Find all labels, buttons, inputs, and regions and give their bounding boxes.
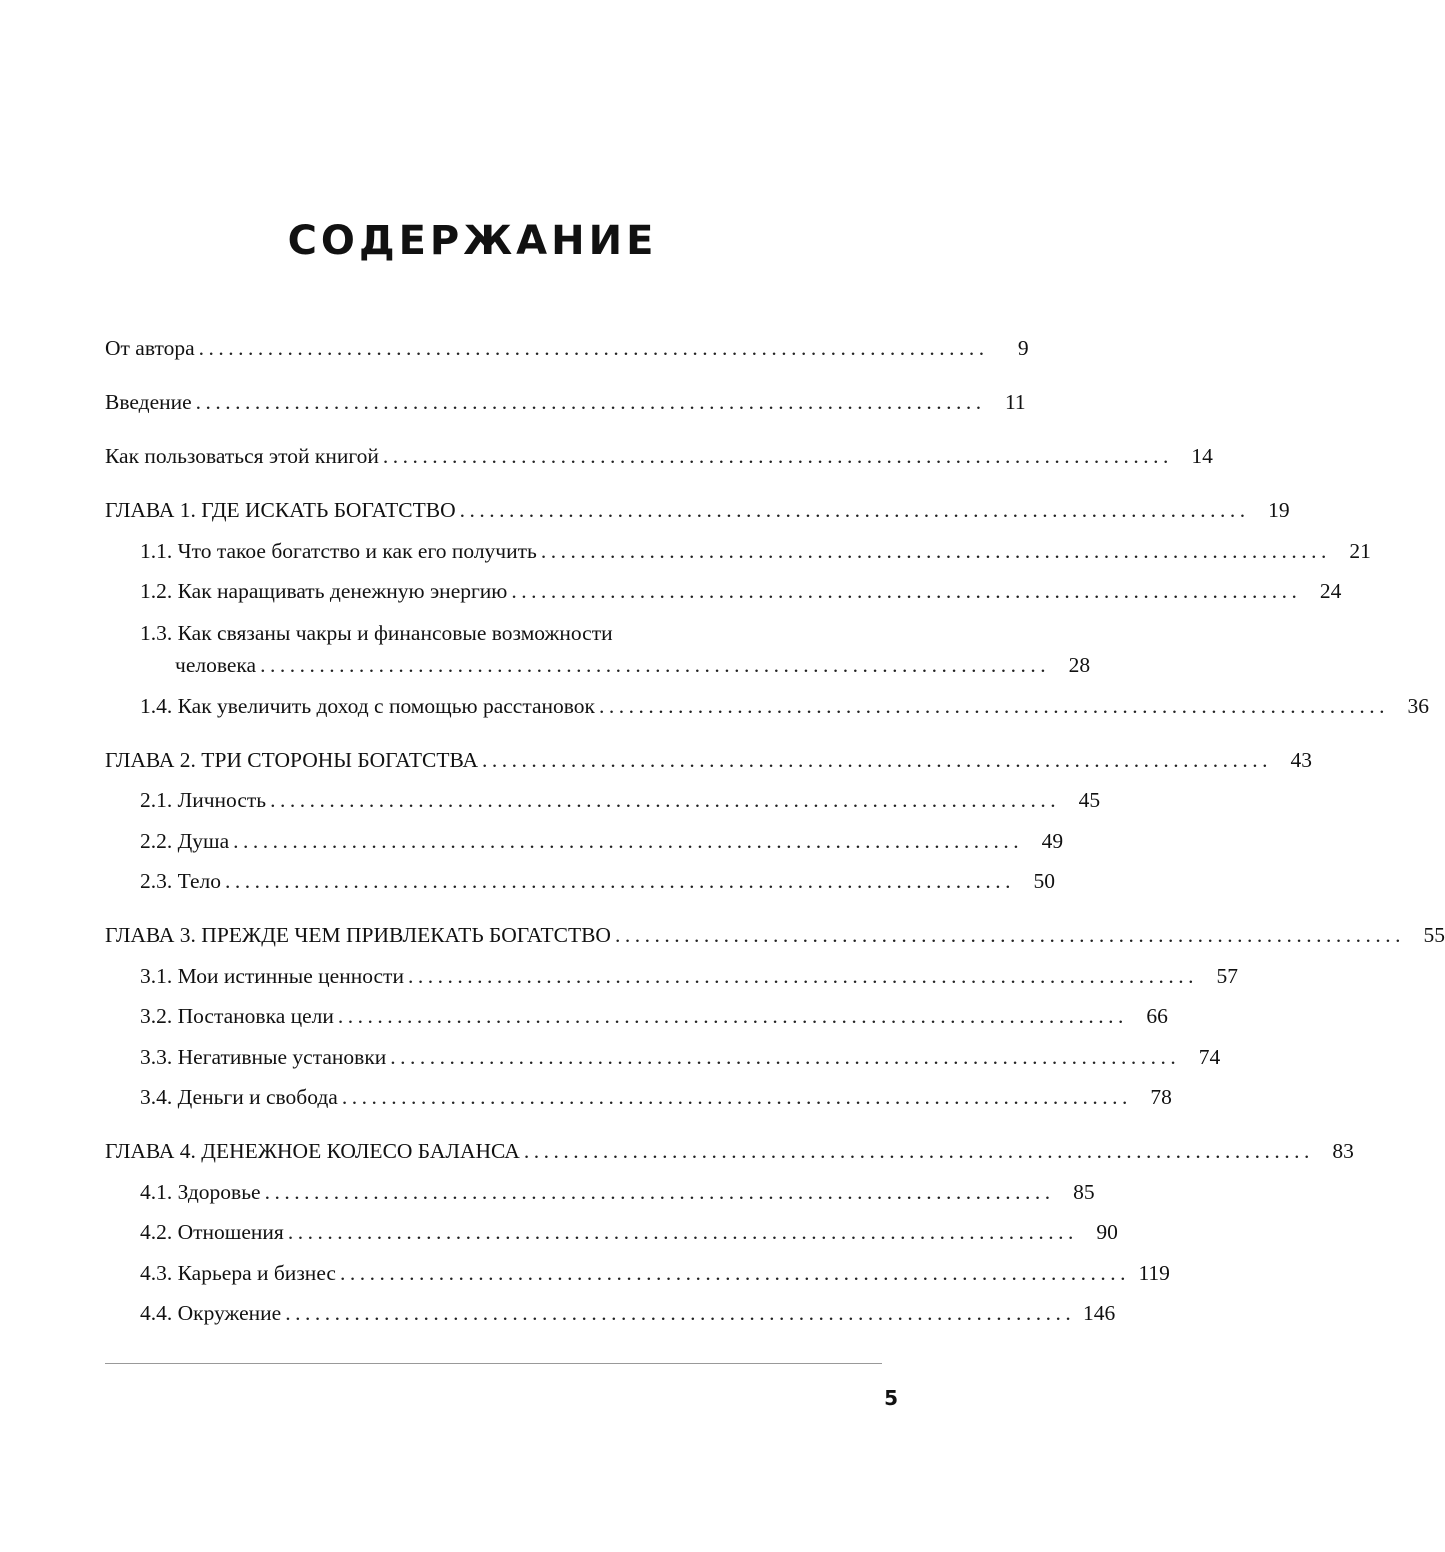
leader-dots: ................................................................................ <box>407 964 1198 988</box>
toc-entry[interactable] <box>105 334 1029 362</box>
toc-entry-title: Введение <box>105 390 192 414</box>
toc-section-entry[interactable] <box>140 1002 1168 1030</box>
leader-dots: ................................................................................ <box>260 653 1051 677</box>
toc-entry-title: 1.4. Как увеличить доход с помощью расстановок <box>140 694 595 718</box>
toc-entry-title: ГЛАВА 2. ТРИ СТОРОНЫ БОГАТСТВА <box>105 748 478 772</box>
toc-chapter-entry[interactable] <box>105 921 1445 949</box>
toc-section-entry[interactable] <box>140 1299 1116 1327</box>
toc-entry-page: 90 <box>1096 1220 1118 1244</box>
toc-entry-page: 24 <box>1319 579 1342 603</box>
toc-entry-page: 49 <box>1041 829 1064 853</box>
page-title: СОДЕРЖАНИЕ <box>287 218 658 264</box>
toc-entry-page: 43 <box>1290 748 1312 772</box>
toc-entry-page: 57 <box>1216 964 1238 988</box>
toc-entry-page: 19 <box>1268 498 1290 522</box>
leader-dots: ................................................................................ <box>540 539 1331 563</box>
leader-dots: ................................................................................ <box>270 788 1061 812</box>
toc-entry-title-line1[interactable]: 1.3. Как связаны чакры и финансовые возможности <box>140 621 613 645</box>
toc-entry-title: 2.3. Тело <box>140 869 221 893</box>
toc-section-entry[interactable] <box>140 1083 1172 1111</box>
toc-chapter-entry[interactable] <box>105 496 1290 524</box>
toc-section-entry[interactable] <box>140 577 1342 605</box>
toc-entry-title: ГЛАВА 1. ГДЕ ИСКАТЬ БОГАТСТВО <box>105 498 456 522</box>
toc-entry-title: 4.2. Отношения <box>140 1220 284 1244</box>
toc-entry-page: 9 <box>1017 336 1029 360</box>
toc-section-entry[interactable] <box>140 867 1055 895</box>
toc-entry-title: От автора <box>105 336 195 360</box>
toc-entry[interactable] <box>105 388 1026 416</box>
toc-entry-page: 28 <box>1068 653 1091 677</box>
toc-entry-page: 14 <box>1191 444 1213 468</box>
toc-entry[interactable] <box>105 442 1213 470</box>
toc-section-entry[interactable] <box>140 1218 1118 1246</box>
toc-entry-page: 66 <box>1146 1004 1168 1028</box>
toc-entry-page: 50 <box>1033 869 1055 893</box>
leader-dots: ................................................................................ <box>264 1180 1055 1204</box>
toc-entry-page: 78 <box>1150 1085 1172 1109</box>
toc-entry-title: 1.1. Что такое богатство и как его получить <box>140 539 537 563</box>
toc-entry-page: 74 <box>1198 1045 1221 1069</box>
toc-entry-title: Как пользоваться этой книгой <box>105 444 379 468</box>
toc-section-entry[interactable] <box>140 962 1238 990</box>
toc-section-entry[interactable] <box>175 651 1091 679</box>
toc-section-entry[interactable] <box>140 1043 1221 1071</box>
leader-dots: ................................................................................ <box>195 390 986 414</box>
toc-section-entry[interactable] <box>140 827 1064 855</box>
leader-dots: ................................................................................ <box>523 1139 1314 1163</box>
leader-dots: ................................................................................ <box>287 1220 1078 1244</box>
leader-dots: ................................................................................ <box>511 579 1302 603</box>
toc-entry-page: 21 <box>1349 539 1371 563</box>
page-number: 5 <box>884 1386 898 1410</box>
leader-dots: ................................................................................ <box>198 336 989 360</box>
leader-dots: ................................................................................ <box>341 1085 1132 1109</box>
leader-dots: ................................................................................ <box>224 869 1015 893</box>
toc-section-entry[interactable] <box>140 1259 1170 1287</box>
toc-entry-title: 4.4. Окружение <box>140 1301 282 1325</box>
toc-entry-page: 83 <box>1332 1139 1354 1163</box>
toc-entry-page: 146 <box>1082 1301 1116 1325</box>
toc-section-entry[interactable] <box>140 1178 1095 1206</box>
toc-entry-title: 1.2. Как наращивать денежную энергию <box>140 579 508 603</box>
toc-entry-title: 4.1. Здоровье <box>140 1180 261 1204</box>
leader-dots: ................................................................................ <box>598 694 1389 718</box>
leader-dots: ................................................................................ <box>482 748 1272 772</box>
toc-entry-page: 36 <box>1407 694 1429 718</box>
toc-entry-title: 3.1. Мои истинные ценности <box>140 964 404 988</box>
footer-divider <box>105 1363 882 1364</box>
leader-dots: ................................................................................ <box>390 1045 1181 1069</box>
toc-entry-title: ГЛАВА 3. ПРЕЖДЕ ЧЕМ ПРИВЛЕКАТЬ БОГАТСТВО <box>105 923 611 947</box>
leader-dots: ................................................................................ <box>459 498 1250 522</box>
leader-dots: ................................................................................ <box>337 1004 1128 1028</box>
leader-dots: ................................................................................ <box>614 923 1405 947</box>
toc-entry-page: 85 <box>1073 1180 1095 1204</box>
leader-dots: ................................................................................ <box>339 1261 1130 1285</box>
toc-entry-page: 11 <box>1004 390 1026 414</box>
toc-entry-page: 119 <box>1138 1261 1170 1285</box>
toc-entry-title: 3.4. Деньги и свобода <box>140 1085 338 1109</box>
toc-entry-title: 2.1. Личность <box>140 788 267 812</box>
toc-entry-title: человека <box>175 653 257 677</box>
toc-entry-title: 4.3. Карьера и бизнес <box>140 1261 336 1285</box>
toc-section-entry[interactable] <box>140 786 1101 814</box>
toc-entry-page: 45 <box>1078 788 1101 812</box>
toc-section-entry[interactable] <box>140 692 1429 720</box>
toc-chapter-entry[interactable] <box>105 746 1312 774</box>
toc-entry-title: 3.3. Негативные установки <box>140 1045 387 1069</box>
toc-entry-title: ГЛАВА 4. ДЕНЕЖНОЕ КОЛЕСО БАЛАНСА <box>105 1139 520 1163</box>
toc-chapter-entry[interactable] <box>105 1137 1354 1165</box>
toc-entry-title: 2.2. Душа <box>140 829 230 853</box>
toc-entry-page: 55 <box>1423 923 1445 947</box>
toc-section-entry[interactable] <box>140 537 1371 565</box>
leader-dots: ................................................................................ <box>285 1301 1076 1325</box>
leader-dots: ................................................................................ <box>233 829 1024 853</box>
toc-entry-title: 3.2. Постановка цели <box>140 1004 334 1028</box>
leader-dots: ................................................................................ <box>382 444 1173 468</box>
